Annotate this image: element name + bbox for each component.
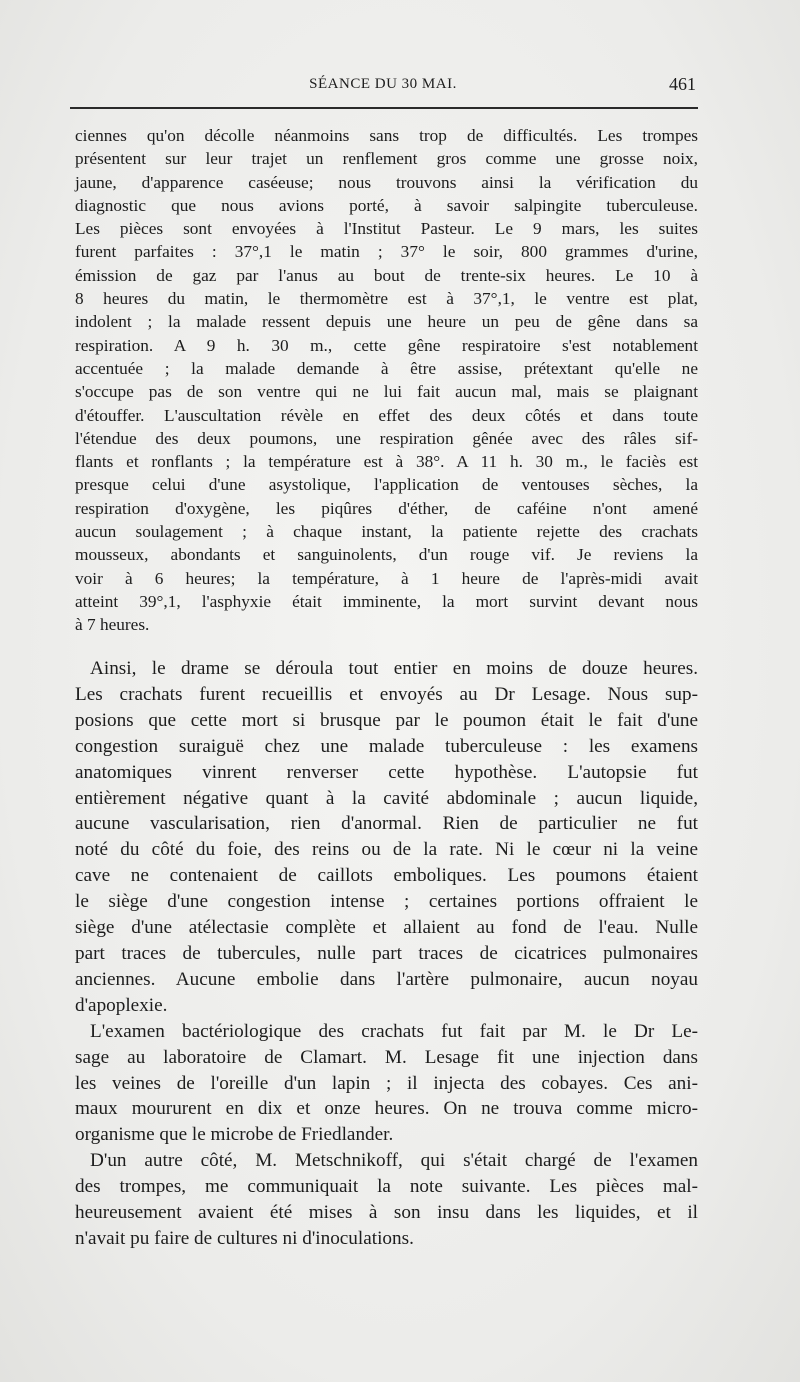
case-report-paragraph [75, 124, 698, 637]
text-line: aucune vascularisation, rien d'anormal. Rien de particulier ne fut [75, 813, 698, 835]
text-line: 8 heures du matin, le thermomètre est à 37°,1, le ventre est plat, [75, 289, 698, 309]
text-line: d'étouffer. L'auscultation révèle en effet des deux côtés et dans toute [75, 405, 698, 425]
paragraph-metschnikoff [75, 1148, 698, 1252]
text-line: aucun soulagement ; à chaque instant, la patiente rejette des crachats [75, 522, 698, 542]
text-line: s'occupe pas de son ventre qui ne lui fait aucun mal, mais se plaignant [75, 382, 698, 402]
text-line: siège d'une atélectasie complète et allaient au fond de l'eau. Nulle [75, 917, 698, 939]
text-line: émission de gaz par l'anus au bout de trente-six heures. Le 10 à [75, 265, 698, 285]
text-line: flants et ronflants ; la température est à 38°. A 11 h. 30 m., le faciès est [75, 452, 698, 472]
text-line: ciennes qu'on décolle néanmoins sans trop de difficultés. Les trompes [75, 126, 698, 145]
text-line: maux moururent en dix et onze heures. On ne trouva comme micro- [75, 1098, 698, 1120]
text-line: d'apoplexie. [75, 994, 168, 1016]
text-line: presque celui d'une asystolique, l'application de ventouses sèches, la [75, 475, 698, 495]
text-line: anciennes. Aucune embolie dans l'artère pulmonaire, aucun noyau [75, 968, 698, 990]
page-number: 461 [669, 74, 696, 94]
text-line: organisme que le microbe de Friedlander. [75, 1124, 394, 1146]
text-line: à 7 heures. [75, 615, 150, 635]
text-line: atteint 39°,1, l'asphyxie était imminente, la mort survint devant nous [75, 591, 698, 611]
text-line: jaune, d'apparence caséeuse; nous trouvons ainsi la vérification du [75, 172, 698, 192]
text-line: mousseux, abondants et sanguinolents, d'un rouge vif. Je reviens la [75, 545, 698, 565]
text-line: Ainsi, le drame se déroula tout entier en moins de douze heures. [90, 658, 698, 679]
text-line: l'étendue des deux poumons, une respiration gênée avec des râles sif- [75, 428, 698, 448]
text-line: cave ne contenaient de caillots emboliques. Les poumons étaient [75, 865, 698, 887]
text-line: indolent ; la malade ressent depuis une heure un peu de gêne dans sa [75, 312, 698, 332]
text-line: diagnostic que nous avions porté, à savoir salpingite tuberculeuse. [75, 195, 698, 215]
paragraph-conclusion [75, 656, 698, 1019]
text-line: entièrement négative quant à la cavité abdominale ; aucun liquide, [75, 787, 698, 809]
text-line: congestion suraiguë chez une malade tuberculeuse : les examens [75, 735, 698, 757]
text-line: le siège d'une congestion intense ; certaines portions offraient le [75, 891, 698, 913]
text-line: L'examen bactériologique des crachats fut fait par M. le Dr Le- [90, 1020, 698, 1042]
page-header [70, 72, 696, 102]
text-line: voir à 6 heures; la température, à 1 heure de l'après-midi avait [75, 568, 698, 588]
text-line: posions que cette mort si brusque par le poumon était le fait d'une [75, 709, 698, 731]
text-line: présentent sur leur trajet un renflement gros comme une grosse noix, [75, 149, 698, 169]
text-line: sage au laboratoire de Clamart. M. Lesage fit une injection dans [75, 1046, 698, 1068]
header-rule [70, 107, 698, 109]
text-line: accentuée ; la malade demande à être assise, prétextant qu'elle ne [75, 358, 698, 378]
text-line: heureusement avaient été mises à son insu dans les liquides, et il [75, 1202, 698, 1224]
text-line: des trompes, me communiquait la note suivante. Les pièces mal- [75, 1176, 698, 1198]
text-line: Les crachats furent recueillis et envoyés au Dr Lesage. Nous sup- [75, 683, 698, 705]
text-line: part traces de tubercules, nulle part traces de cicatrices pulmonaires [75, 942, 698, 964]
text-line: noté du côté du foie, des reins ou de la rate. Ni le cœur ni la veine [75, 839, 698, 861]
text-line: les veines de l'oreille d'un lapin ; il injecta des cobayes. Ces ani- [75, 1072, 698, 1094]
paragraph-bacteriology [75, 1019, 698, 1149]
text-line: anatomiques vinrent renverser cette hypothèse. L'autopsie fut [75, 761, 698, 783]
running-head: SÉANCE DU 30 MAI. [309, 76, 457, 92]
text-line: Les pièces sont envoyées à l'Institut Pasteur. Le 9 mars, les suites [75, 219, 698, 239]
text-line: n'avait pu faire de cultures ni d'inoculations. [75, 1227, 414, 1249]
text-line: respiration d'oxygène, les piqûres d'éther, de caféine n'ont amené [75, 498, 698, 518]
main-text [75, 656, 698, 1252]
text-line: furent parfaites : 37°,1 le matin ; 37° le soir, 800 grammes d'urine, [75, 242, 698, 262]
text-line: respiration. A 9 h. 30 m., cette gêne respiratoire s'est notablement [75, 335, 698, 355]
text-line: D'un autre côté, M. Metschnikoff, qui s'était chargé de l'examen [90, 1150, 698, 1172]
